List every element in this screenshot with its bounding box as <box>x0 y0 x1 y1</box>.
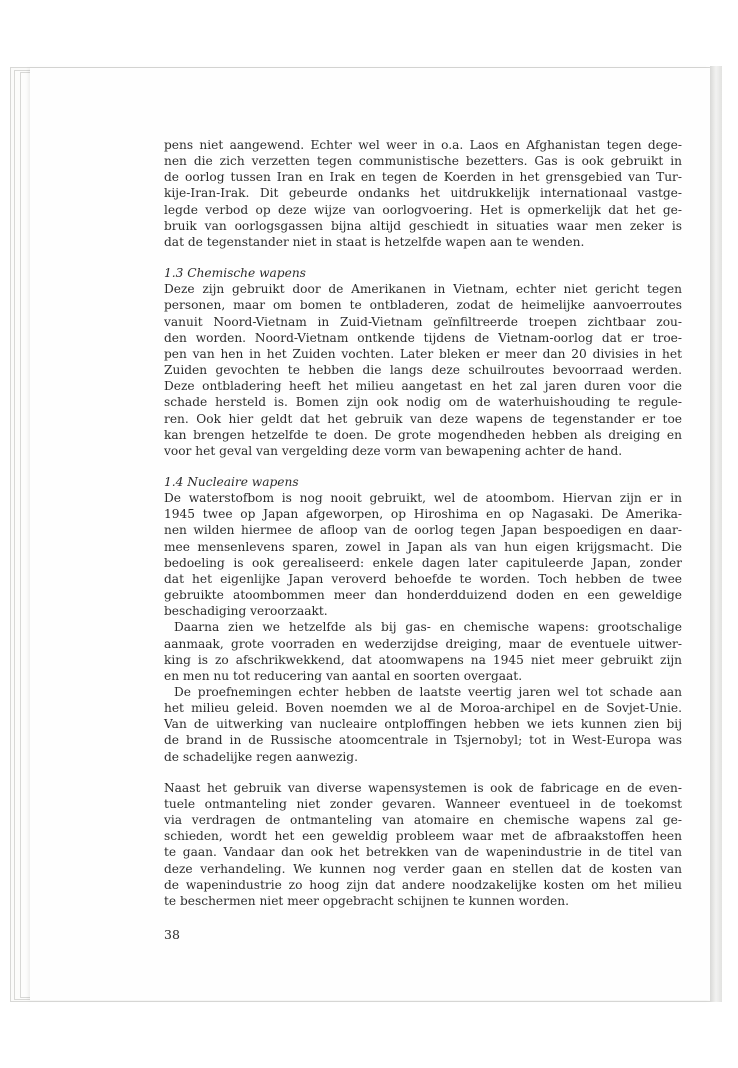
text-line: Daarna zien we hetzelfde als bij gas- en chemische wapens: grootschalige <box>174 620 682 635</box>
text-line: dat de tegenstander niet in staat is hetzelfde wapen aan te wenden. <box>164 234 585 249</box>
text-line: bedoeling is ook gerealiseerd: enkele dagen later capituleerde Japan, zonder <box>164 555 682 570</box>
text-line: vanuit Noord-Vietnam in Zuid-Vietnam geïnfiltreerde troepen zichtbaar zou- <box>164 314 682 329</box>
text-line: personen, maar om bomen te ontbladeren, zodat de heimelijke aanvoerroutes <box>164 298 682 313</box>
closing-paragraph <box>164 780 682 909</box>
text-line: nen wilden hiermee de afloop van de oorlog tegen Japan bespoedigen en daar- <box>164 523 682 538</box>
text-line: de schadelijke regen aanwezig. <box>164 749 358 764</box>
text-line: het milieu geleid. Boven noemden we al de Moroa-archipel en de Sovjet-Unie. <box>164 701 682 716</box>
text-line: den worden. Noord-Vietnam ontkende tijdens de Vietnam-oorlog dat er troe- <box>164 330 682 345</box>
text-line: Naast het gebruik van diverse wapensystemen is ook de fabricage en de even- <box>164 780 682 795</box>
page-number: 38 <box>164 927 180 942</box>
text-line: pen van hen in het Zuiden vochten. Later bleken er meer dan 20 divisies in het <box>164 346 682 361</box>
text-line: ren. Ook hier geldt dat het gebruik van deze wapens de tegenstander er toe <box>164 411 682 426</box>
text-line: tuele ontmanteling niet zonder gevaren. Wanneer eventueel in de toekomst <box>164 796 682 811</box>
text-line: te gaan. Vandaar dan ook het betrekken van de wapenindustrie in de titel van <box>164 845 682 860</box>
text-line: Van de uitwerking van nucleaire ontploffingen hebben we iets kunnen zien bij <box>164 717 682 732</box>
text-line: legde verbod op deze wijze van oorlogvoering. Het is opmerkelijk dat het ge- <box>164 202 682 217</box>
text-line: voor het geval van vergelding deze vorm van bewapening achter de hand. <box>164 443 623 458</box>
text-line: gebruikte atoombommen meer dan honderdduizend doden en een geweldige <box>164 588 682 603</box>
text-line: de oorlog tussen Iran en Irak en tegen de Koerden in het grensgebied van Tur- <box>164 170 682 185</box>
text-line: te beschermen niet meer opgebracht schijnen te kunnen worden. <box>164 893 569 908</box>
body-text <box>164 137 682 909</box>
text-line: aanmaak, grote voorraden en wederzijdse dreiging, maar de eventuele uitwer- <box>164 636 682 651</box>
text-line: de brand in de Russische atoomcentrale in Tsjernobyl; tot in West-Europa was <box>164 733 682 748</box>
text-line: king is zo afschrikwekkend, dat atoomwapens na 1945 niet meer gebruikt zijn <box>164 652 682 667</box>
text-line: De proefnemingen echter hebben de laatste veertig jaren wel tot schade aan <box>174 685 682 699</box>
text-line: bruik van oorlogsgassen bijna altijd geschiedt in situaties waar men zeker is <box>164 218 682 233</box>
text-line: mee mensenlevens sparen, zowel in Japan als van hun eigen krijgsmacht. Die <box>164 539 682 554</box>
text-line: nen die zich verzetten tegen communistische bezetters. Gas is ook gebruikt in <box>164 154 682 169</box>
text-line: pens niet aangewend. Echter wel weer in o.a. Laos en Afghanistan tegen dege- <box>164 138 682 152</box>
section-nucleaire-wapens <box>164 474 682 765</box>
text-line: dat het eigenlijke Japan veroverd behoefde te worden. Toch hebben de twee <box>164 571 682 586</box>
text-line: 1945 twee op Japan afgeworpen, op Hiroshima en op Nagasaki. De Amerika- <box>164 507 682 522</box>
text-line: Deze zijn gebruikt door de Amerikanen in Vietnam, echter niet gericht tegen <box>164 282 682 297</box>
text-line: deze verhandeling. We kunnen nog verder gaan en stellen dat de kosten van <box>164 861 682 876</box>
text-line: beschadiging veroorzaakt. <box>164 604 328 619</box>
intro-paragraph <box>164 137 682 250</box>
text-line: Zuiden gevochten te hebben die langs deze schuilroutes bevoorraad werden. <box>164 363 682 378</box>
text-line: kije-Iran-Irak. Dit gebeurde ondanks het uitdrukkelijk internationaal vastge- <box>164 186 682 201</box>
text-line: kan brengen hetzelfde te doen. De grote mogendheden hebben als dreiging en <box>164 427 682 442</box>
text-line: en men nu tot reducering van aantal en soorten overgaat. <box>164 668 523 683</box>
text-line: schade hersteld is. Bomen zijn ook nodig om de waterhuishouding te regule- <box>164 395 682 410</box>
text-line: De waterstofbom is nog nooit gebruikt, wel de atoombom. Hiervan zijn er in <box>164 491 682 506</box>
text-line: Deze ontbladering heeft het milieu aangetast en het zal jaren duren voor die <box>164 379 682 394</box>
section-chemische-wapens <box>164 265 682 459</box>
text-line: de wapenindustrie zo hoog zijn dat andere noodzakelijke kosten om het milieu <box>164 877 682 892</box>
book-spine <box>710 66 722 1002</box>
text-line: schieden, wordt het een geweldig probleem waar met de afbraakstoffen heen <box>164 829 682 844</box>
text-line: via verdragen de ontmanteling van atomaire en chemische wapens zal ge- <box>164 813 682 828</box>
section-heading: 1.3 Chemische wapens <box>164 266 306 281</box>
section-heading: 1.4 Nucleaire wapens <box>164 474 299 489</box>
